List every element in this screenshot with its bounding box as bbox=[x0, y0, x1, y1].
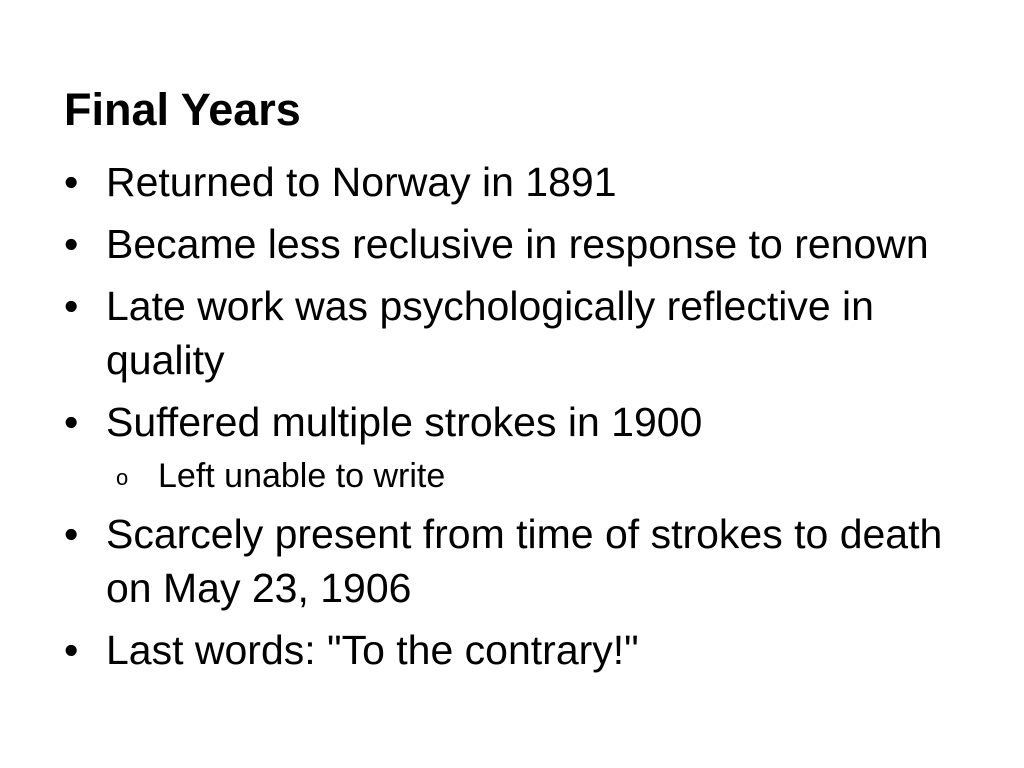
bullet-icon: • bbox=[64, 511, 79, 557]
bullet-text: Returned to Norway in 1891 bbox=[106, 159, 617, 205]
bullet-icon: • bbox=[64, 221, 79, 267]
bullet-icon: • bbox=[64, 627, 79, 673]
bullet-icon: • bbox=[64, 399, 79, 445]
bullet-text: Suffered multiple strokes in 1900 bbox=[106, 399, 703, 445]
bullet-text: Became less reclusive in response to renown bbox=[106, 221, 929, 267]
bullet-item bbox=[64, 217, 944, 271]
bullet-list bbox=[64, 155, 944, 685]
bullet-item bbox=[64, 279, 944, 387]
bullet-item bbox=[64, 395, 944, 449]
sub-bullet-item bbox=[64, 451, 944, 501]
bullet-text: Last words: "To the contrary!" bbox=[106, 627, 639, 673]
bullet-icon: • bbox=[64, 159, 79, 205]
bullet-text: Scarcely present from time of strokes to death on May 23, 1906 bbox=[106, 511, 943, 611]
bullet-item bbox=[64, 155, 944, 209]
sub-bullet-text: Left unable to write bbox=[158, 457, 446, 495]
slide-title: Final Years bbox=[64, 84, 301, 135]
circle-bullet-icon: o bbox=[116, 465, 129, 490]
bullet-item bbox=[64, 507, 944, 615]
bullet-item bbox=[64, 623, 944, 677]
bullet-text: Late work was psychologically reflective in quality bbox=[106, 283, 874, 383]
bullet-icon: • bbox=[64, 283, 79, 329]
